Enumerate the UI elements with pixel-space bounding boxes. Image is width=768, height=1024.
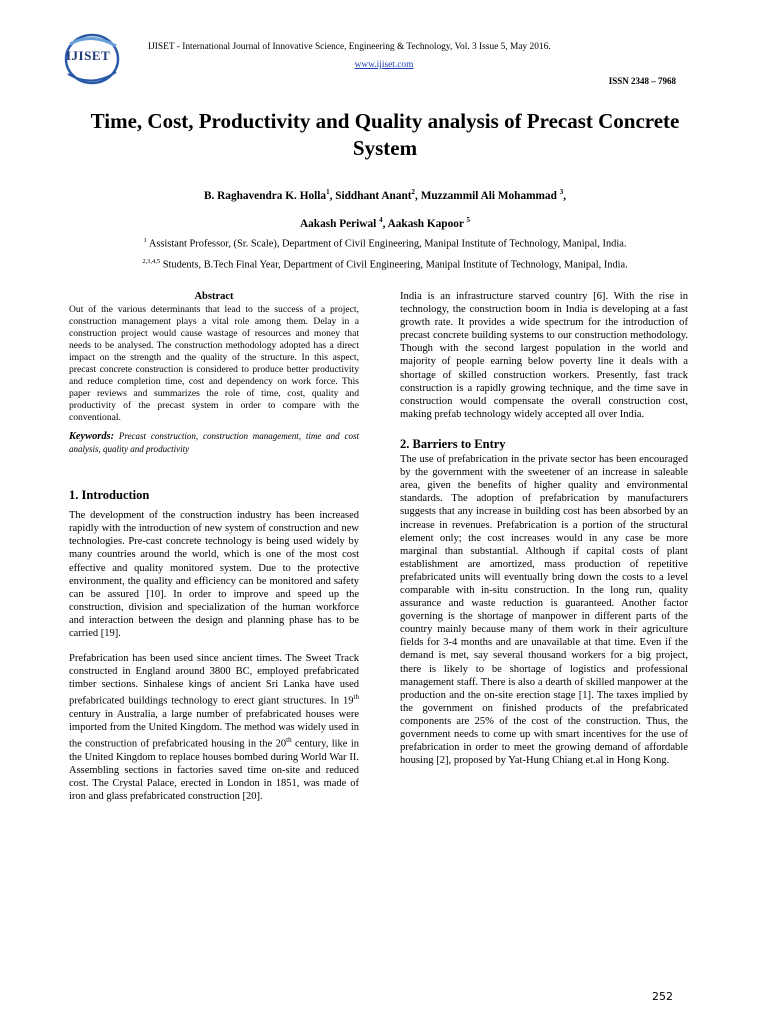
- section-heading-introduction: 1. Introduction: [69, 488, 150, 503]
- keywords: Keywords: Precast construction, construction management, time and cost analysis, quality and productivity: [69, 431, 360, 455]
- journal-url-link[interactable]: www.ijiset.com: [354, 60, 414, 70]
- author-5: Aakash Kapoor: [387, 217, 464, 230]
- right-column: [400, 290, 688, 767]
- paper-title: Time, Cost, Productivity and Quality analysis of Precast Concrete System: [90, 109, 680, 160]
- barriers-paragraph: The use of prefabrication in the private sector has been encouraged by the government with the sweetener of an increase in saleable area, given the benefits of higher quality and environmental standards. The adoption of prefabrication by manufacturers suggests that any increase in building cost has been absorbed by an increase in revenues. Prefabrication is a portion of the structural element only; the cost increases would in any case be more marginal than substantial. Although if capital costs of plant establishment are amortized, mass production of repetitive prefabricated units will eventually bring down the costs to a level comparable with in-situ construction. In the long run, quality assurance and waste reduction is guaranteed. Another factor governing is the shortage of manpower in different parts of the country mainly because many of them work in their agriculture fields for 3-4 months and are unavailable at that time. Even if the demand is met, say several thousand workers for a big project, there is likely to be shortage of logistics and professional management staff. There is also a dearth of skilled manpower at the production and the on-site erection stage [1]. The taxes implied by the government on finished products of the prefabricated components are 25% of the cost of the construction. Thus, the government needs to come up with smart incentives for the use of prefabrication in order to meet the growing demand of affordable housing [2], proposed by Yat-Hung Chiang et.al in Hong Kong.: [400, 454, 688, 767]
- author-2: Siddhant Anant: [335, 189, 412, 202]
- logo-text: IJISET: [66, 48, 111, 63]
- affiliation-2: $^{2,3,4,5}$ Students, B.Tech Final Year, Department of Civil Engineering, Manipal Institute of Technology, Manipal, India.: [142, 258, 628, 271]
- abstract-heading: Abstract: [194, 291, 234, 302]
- left-column: [69, 290, 359, 803]
- author-3: Muzzammil Ali Mohammad: [420, 189, 557, 202]
- page-number: 252: [652, 990, 673, 1003]
- author-4: Aakash Periwal: [299, 217, 377, 230]
- author-list: B. Raghavendra K. Holla$^1$, Siddhant Anant$^2$, Muzzammil Ali Mohammad $^3$, Aakash Periwal $^4$, Aakash Kapoor $^5$: [203, 188, 567, 230]
- affiliation-1: $^1$ Assistant Professor, (Sr. Scale), Department of Civil Engineering, Manipal Institute of Technology, Manipal, India.: [143, 237, 627, 250]
- intro-paragraph-2: Prefabrication has been used since ancient times. The Sweet Track constructed in England around 3800 BC, employed prefabricated timber sections. Sinhalese kings of ancient Sri Lanka have used prefabricated buildings technology to erect giant structures. In 19th century in Australia, a large number of prefabricated houses were imported from the United Kingdom. The method was widely used in the construction of prefabricated housing in the 20th century, like in the United Kingdom to replace houses bombed during World War II. Assembling sections in factories saved time on-site and reduced cost. The Crystal Palace, erected in London in 1851, was made of iron and glass prefabricated construction [20].: [69, 653, 359, 803]
- section-heading-barriers: 2. Barriers to Entry: [400, 436, 506, 451]
- abstract-text: Out of the various determinants that lead to the success of a project, construction management plays a vital role among them. Delay in a construction project would cause wastage of resources and money that needs to be analysed. The construction methodology adopted has a direct impact on the strength and the quality of the structure. In this aspect, precast concrete construction is considered to produce better productivity and reduce completion time, cost and dependency on work force. This paper reviews and summarizes the role of time, cost, quality and productivity of the precast system in order to compare with the conventional.: [69, 304, 359, 424]
- journal-header: IJISET - International Journal of Innovative Science, Engineering & Technology, Vol. 3 Issue 5, May 2016.: [148, 42, 551, 52]
- right-paragraph-1: India is an infrastructure starved country [6]. With the rise in technology, the construction boom in India is developing at a fast growth rate. It provides a wide spectrum for the introduction of precast concrete building systems to our construction methodology. Though with the second largest population in the world and majority of people earning below poverty line it deals with a shortage of skilled construction workers. Presently, fast track construction is a rapidly growing technique, and the time save in construction would compensate the overall construction cost, making prefab technology widely accepted all over India.: [400, 291, 688, 420]
- author-1: B. Raghavendra K. Holla: [203, 189, 327, 202]
- intro-paragraph-1: The development of the construction industry has been increased rapidly with the introduction of new system of construction and new technologies. Pre-cast concrete technology is being used widely by many countries around the world, which is one of the most cost effective and quality monitored system. Due to the protective environment, the quality and efficiency can be monitored and safety can be assured [10]. In order to improve and speed up the construction, division and specialization of the human workforce and interaction between the design and planning phase has to be carried [19].: [69, 510, 359, 640]
- issn: ISSN 2348 – 7968: [608, 76, 676, 86]
